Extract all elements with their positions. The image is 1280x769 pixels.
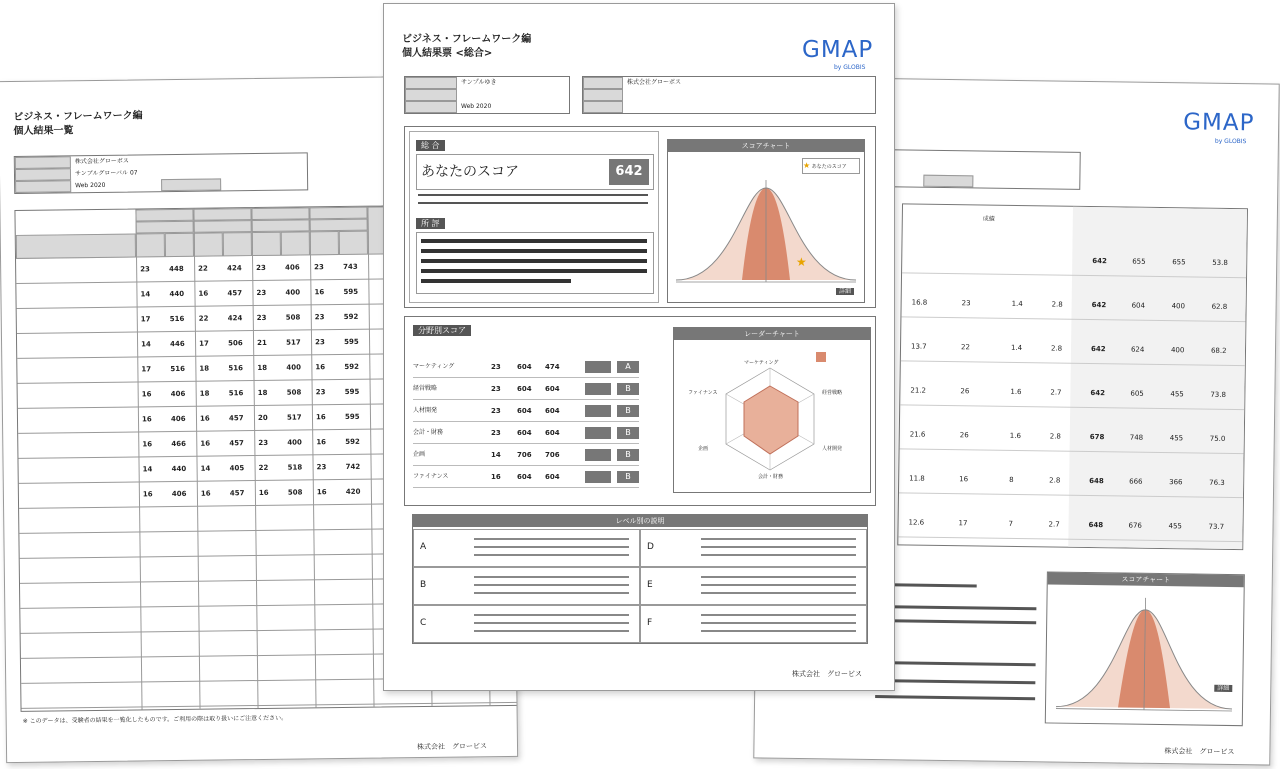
table-cell: 14 (200, 464, 211, 473)
table-cell: 2.8 (1050, 344, 1063, 353)
table-cell: 2.7 (1050, 388, 1062, 397)
score-value: 642 (609, 159, 649, 185)
footer-note: ※ このデータは、受験者の結果を一覧化したものです。ご利用の際は取り扱いにご注意ください。 (22, 714, 288, 725)
table-cell: 8 (1009, 475, 1014, 484)
table-cell: 406 (171, 489, 187, 499)
table-cell: 16 (315, 413, 326, 422)
table-cell: 2.8 (1051, 300, 1063, 309)
sheet-title: ビジネス・フレームワーク編 (402, 34, 532, 45)
radar-label-4: 会計・財務 (758, 474, 784, 480)
table-cell: 678 (1089, 433, 1105, 442)
table-cell: 446 (170, 339, 185, 349)
table-cell: 2.8 (1049, 432, 1061, 441)
table-cell: 2.7 (1048, 520, 1060, 529)
overall-section (404, 126, 876, 308)
table-cell: 592 (343, 312, 359, 321)
table-cell: 16 (142, 440, 153, 449)
radar-label-6: ファイナンス (688, 390, 718, 396)
subject-a: 23 (491, 363, 501, 371)
grade-badge: B (617, 427, 639, 439)
table-cell: 457 (229, 439, 244, 448)
subject-name: 人材開発 (413, 407, 438, 414)
table-cell: 642 (1091, 301, 1107, 310)
table-cell: 23 (314, 263, 324, 272)
subject-name: マーケティング (413, 363, 455, 370)
chart-title: スコアチャート (668, 140, 864, 152)
table-cell: 400 (1171, 302, 1186, 311)
table-cell: 18 (199, 364, 210, 373)
sheet-title: ビジネス・フレームワーク編 (13, 110, 143, 123)
table-cell: 17 (140, 315, 151, 324)
score-chart-panel (667, 139, 865, 303)
chart-detail-button[interactable]: 詳細 (1214, 685, 1232, 692)
table-cell: 648 (1089, 477, 1104, 486)
table-cell: 1.6 (1009, 431, 1021, 441)
gmap-logo-sub: by GLOBIS (834, 64, 866, 71)
table-cell: 595 (343, 287, 359, 296)
level-letter: F (647, 618, 653, 628)
table-cell: 73.7 (1208, 522, 1225, 531)
individual-result-sheet (383, 3, 895, 691)
score-marker-icon: ★ (796, 255, 807, 269)
table-cell: 22 (198, 314, 209, 323)
table-cell: 508 (286, 388, 302, 397)
table-cell: 1.6 (1010, 387, 1022, 397)
level-title: レベル別の説明 (413, 515, 867, 527)
score-box (585, 471, 611, 483)
radar-label-1: マーケティング (744, 360, 779, 366)
subject-a: 14 (491, 451, 501, 459)
table-cell: 457 (227, 289, 243, 298)
table-cell: 400 (1170, 346, 1185, 355)
table-cell: 400 (285, 288, 301, 297)
table-cell: 506 (228, 339, 243, 348)
name-value: サンプルゆき (461, 79, 497, 86)
table-cell: 21.6 (909, 430, 926, 439)
table-cell: 457 (228, 414, 244, 423)
distribution-chart (1052, 589, 1238, 720)
table-cell: 22 (198, 264, 208, 273)
chart-detail-button[interactable]: 詳細 (836, 288, 854, 295)
grade-badge: A (617, 361, 639, 373)
level-table (412, 514, 868, 644)
table-cell: 466 (171, 439, 186, 449)
table-cell: 517 (286, 413, 302, 422)
sheet-subtitle: 個人結果票 <総合> (402, 48, 493, 59)
level-row (640, 605, 867, 643)
table-cell: 18 (257, 363, 268, 373)
subject-a: 23 (491, 385, 501, 393)
subject-b: 604 (517, 473, 532, 481)
subject-b: 604 (517, 407, 532, 415)
table-cell: 76.3 (1209, 478, 1225, 487)
table-cell: 14 (141, 340, 151, 349)
subject-c: 604 (545, 407, 560, 415)
gmap-logo: GMAP (802, 37, 874, 63)
table-cell: 26 (960, 387, 970, 396)
table-cell: 7 (1008, 519, 1014, 528)
table-cell: 16.8 (911, 298, 928, 307)
table-cell: 1.4 (1011, 299, 1023, 309)
score-panel (409, 131, 659, 303)
table-cell: 516 (170, 364, 186, 374)
grade-badge: B (617, 383, 639, 395)
table-cell: 655 (1132, 257, 1146, 266)
info-box-right (582, 76, 876, 114)
comment-label: 所 評 (416, 218, 445, 229)
table-cell: 455 (1169, 434, 1184, 443)
table-cell: 23 (256, 263, 266, 273)
table-cell: 748 (1129, 433, 1144, 442)
table-cell: 23 (140, 265, 150, 274)
subject-c: 706 (545, 451, 560, 459)
level-letter: A (420, 542, 427, 552)
table-cell: 53.8 (1212, 258, 1228, 267)
table-cell: 11.8 (909, 474, 925, 483)
info-table (14, 152, 308, 194)
footer-company: 株式会社 グロービス (416, 742, 488, 752)
table-cell: 743 (343, 262, 358, 271)
table-cell: 22 (258, 463, 269, 472)
subject-name: ファイナンス (413, 473, 449, 480)
subject-b: 706 (517, 451, 532, 459)
chart-title: スコアチャート (1048, 572, 1244, 587)
table-cell: 21.2 (910, 386, 927, 395)
table-cell: 16 (141, 415, 152, 424)
subject-b: 604 (517, 385, 532, 393)
table-cell: 21 (257, 338, 267, 348)
table-cell: 14 (140, 290, 151, 299)
score-box (585, 449, 611, 461)
table-cell: 516 (169, 314, 185, 324)
score-box (416, 154, 654, 190)
subject-name: 経営戦略 (413, 385, 438, 392)
table-cell: 16 (959, 475, 969, 484)
table-cell: 23 (258, 438, 269, 447)
level-row (413, 605, 640, 643)
subject-a: 23 (491, 407, 501, 415)
table-cell: 16 (142, 490, 153, 499)
subject-c: 604 (545, 473, 560, 481)
table-cell: 23 (256, 313, 267, 323)
table-cell: 420 (345, 487, 361, 496)
grade-badge: B (617, 471, 639, 483)
table-cell: 642 (1090, 389, 1106, 398)
table-cell: 1.4 (1010, 343, 1023, 353)
table-cell: 508 (287, 488, 303, 497)
radar-panel (673, 327, 871, 493)
subject-c: 604 (545, 429, 560, 437)
chart-legend (802, 158, 860, 174)
table-cell: 592 (344, 362, 360, 371)
level-letter: D (647, 542, 654, 552)
table-cell: 16 (258, 488, 269, 497)
level-letter: E (647, 580, 653, 590)
table-cell: 68.2 (1210, 346, 1227, 355)
gmap-logo: GMAP (1183, 109, 1255, 137)
table-cell: 16 (198, 289, 209, 298)
star-icon: ★ (803, 161, 811, 170)
level-letter: C (420, 618, 427, 628)
table-cell: 23 (256, 288, 267, 298)
radar-label-5: 企画 (698, 446, 709, 452)
subject-name: 会計・財務 (413, 429, 444, 436)
table-cell: 440 (171, 464, 187, 474)
score-chart-panel (1045, 571, 1245, 726)
company-value: 株式会社グローボス (74, 157, 129, 166)
table-cell: 16 (316, 488, 327, 497)
score-table (897, 203, 1248, 550)
grade-badge: B (617, 449, 639, 461)
table-cell: 517 (286, 338, 301, 347)
subject-c: 474 (545, 363, 560, 371)
table-cell: 16 (141, 390, 152, 399)
sheet-subtitle: 個人結果一覧 (13, 125, 74, 137)
score-box (585, 405, 611, 417)
subject-b: 604 (517, 363, 532, 371)
table-cell: 400 (286, 363, 302, 372)
radar-title: レーダーチャート (674, 328, 870, 340)
legend-label: あなたのスコア (811, 164, 847, 170)
table-cell: 13.7 (910, 342, 927, 351)
table-cell: 18 (199, 389, 210, 398)
table-cell: 440 (169, 289, 185, 299)
subject-name: 企画 (413, 451, 426, 458)
table-cell: 448 (169, 264, 184, 274)
subject-label: 分野別スコア (413, 325, 471, 336)
level-row (413, 529, 640, 567)
table-cell: 22 (960, 343, 971, 352)
table-cell: 16 (316, 438, 327, 447)
table-cell: 642 (1090, 345, 1106, 354)
table-cell: 366 (1169, 478, 1183, 487)
table-cell: 26 (959, 431, 969, 440)
table-cell: 16 (199, 414, 210, 423)
distribution-chart (672, 176, 860, 288)
table-cell: 604 (1131, 301, 1146, 310)
table-cell: 405 (229, 464, 245, 473)
subject-b: 604 (517, 429, 532, 437)
table-cell: 592 (345, 437, 360, 446)
table-cell: 62.8 (1211, 302, 1228, 311)
table-cell: 14 (142, 465, 153, 474)
table-cell: 676 (1128, 521, 1142, 530)
score-box (585, 361, 611, 373)
table-cell: 742 (345, 462, 361, 471)
table-cell: 424 (227, 264, 242, 273)
score-box (585, 383, 611, 395)
subject-section (404, 316, 876, 506)
program-value: サンプルグローバル 07 (74, 169, 138, 178)
company-value: 株式会社グローボス (627, 79, 682, 86)
table-cell: 595 (344, 412, 360, 421)
table-cell: 23 (961, 299, 971, 308)
table-cell: 642 (1092, 257, 1107, 266)
level-row (640, 567, 867, 605)
table-cell: 648 (1088, 521, 1104, 530)
table-cell: 73.8 (1210, 390, 1227, 399)
table-cell: 457 (229, 489, 245, 498)
radar-label-3: 人材開発 (822, 446, 843, 452)
table-cell: 455 (1170, 390, 1184, 399)
radar-label-2: 経営戦略 (822, 390, 843, 396)
table-cell: 516 (228, 364, 244, 373)
table-cell: 605 (1130, 389, 1144, 398)
info-box-left (404, 76, 570, 114)
overall-label: 総 合 (416, 140, 445, 151)
table-cell: 17 (958, 519, 968, 528)
table-cell: 518 (287, 463, 303, 472)
table-cell: 23 (316, 463, 327, 472)
table-cell: 406 (285, 263, 300, 272)
exam-value: Web 2020 (461, 103, 492, 110)
table-cell: 17 (199, 339, 209, 348)
info-table (882, 149, 1081, 190)
subject-a: 16 (491, 473, 501, 481)
table-cell: 20 (257, 413, 268, 422)
group-header-results: 成績 (982, 215, 995, 223)
footer-company: 株式会社 グロービス (1164, 747, 1235, 757)
table-cell: 16 (314, 288, 325, 297)
table-cell: 655 (1172, 258, 1186, 267)
table-cell: 424 (227, 314, 243, 323)
table-cell: 23 (315, 338, 325, 347)
gmap-logo-sub: by GLOBIS (1214, 137, 1247, 146)
level-letter: B (420, 580, 427, 590)
score-box (585, 427, 611, 439)
table-cell: 23 (315, 388, 326, 397)
score-title: あなたのスコア (421, 164, 519, 180)
table-cell: 406 (170, 389, 186, 399)
table-cell: 595 (344, 337, 359, 346)
table-cell: 595 (344, 387, 360, 396)
table-cell: 508 (285, 313, 301, 322)
table-cell: 17 (141, 365, 152, 374)
table-cell: 516 (228, 389, 244, 398)
table-cell: 624 (1130, 345, 1145, 354)
table-cell: 406 (170, 414, 186, 424)
table-cell: 400 (287, 438, 302, 447)
table-cell: 18 (257, 388, 268, 398)
comment-box (416, 232, 654, 294)
grade-badge: B (617, 405, 639, 417)
table-cell: 16 (200, 489, 211, 498)
level-row (413, 567, 640, 605)
table-cell: 16 (315, 363, 326, 372)
table-cell: 23 (314, 313, 325, 322)
subject-a: 23 (491, 429, 501, 437)
table-cell: 666 (1129, 477, 1143, 486)
table-cell: 75.0 (1209, 434, 1226, 443)
table-cell: 12.6 (908, 518, 925, 527)
level-row (640, 529, 867, 567)
exam-value: Web 2020 (75, 181, 106, 190)
table-cell: 16 (200, 439, 211, 448)
subject-c: 604 (545, 385, 560, 393)
table-cell: 2.8 (1049, 476, 1061, 485)
table-cell: 455 (1168, 522, 1182, 531)
footer-company: 株式会社 グロービス (792, 670, 862, 678)
